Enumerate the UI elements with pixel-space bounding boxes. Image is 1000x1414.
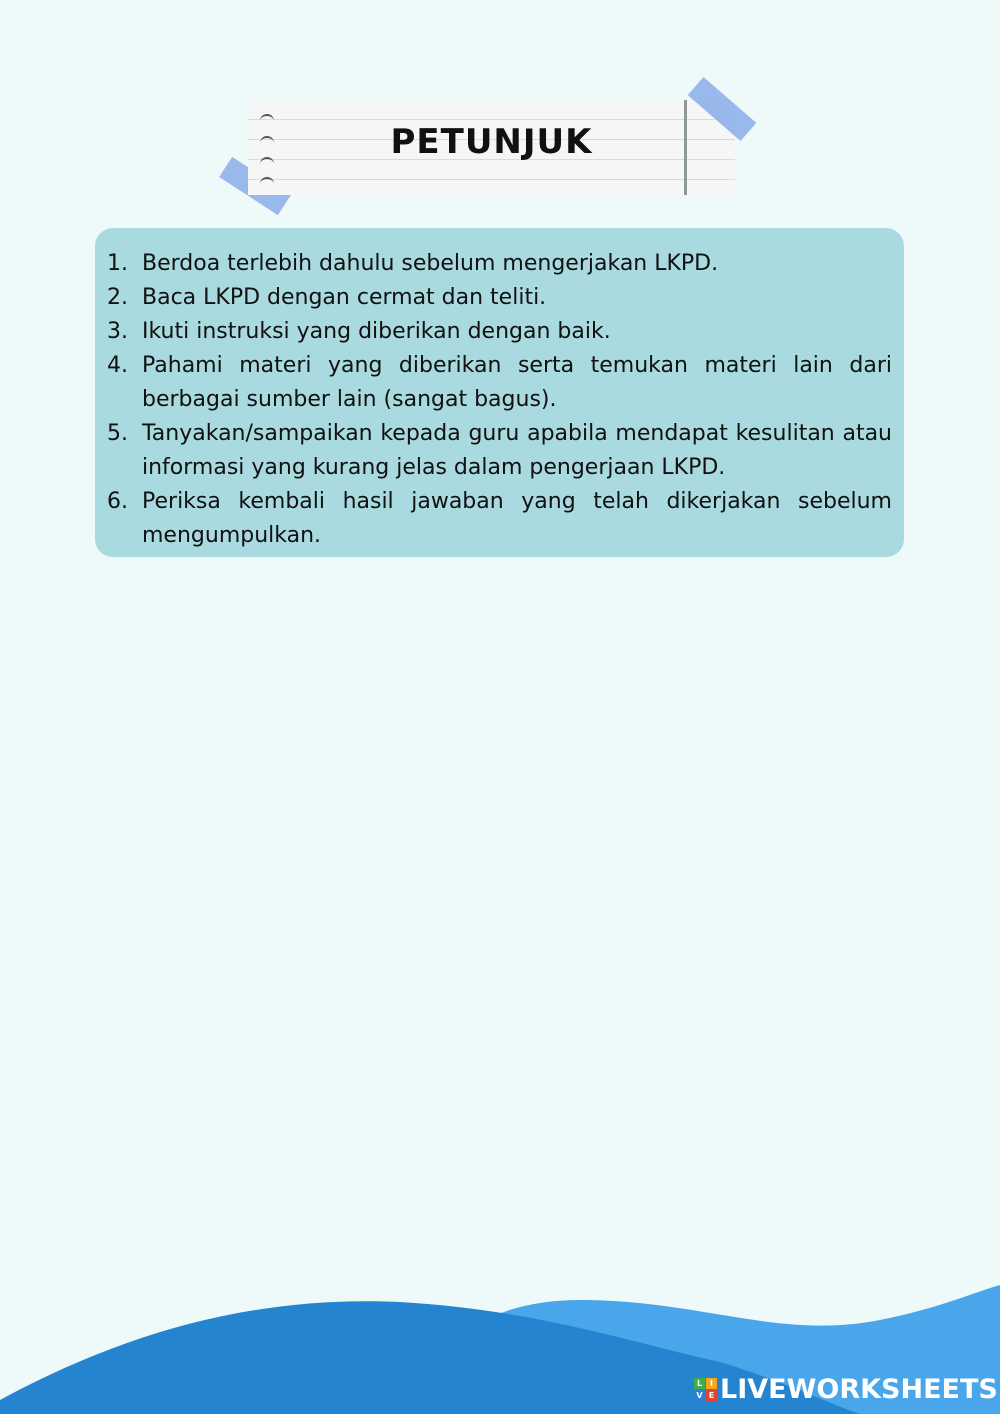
- item-number: 2.: [107, 285, 128, 310]
- logo-text: LIVEWORKSHEETS: [720, 1373, 998, 1405]
- item-number: 6.: [107, 489, 128, 514]
- title-card: [248, 100, 735, 195]
- item-text: Tanyakan/sampaikan kepada guru apabila mendapat kesulitan atau informasi yang kurang jelas dalam pengerjaan LKPD.: [142, 421, 892, 480]
- list-item: [107, 417, 892, 485]
- spiral-ring-icon: [260, 177, 274, 187]
- logo-mark-icon: L I V E: [694, 1378, 717, 1401]
- list-item: [107, 247, 892, 281]
- item-number: 3.: [107, 319, 128, 344]
- list-item: [107, 281, 892, 315]
- item-number: 4.: [107, 353, 128, 378]
- item-text: Ikuti instruksi yang diberikan dengan baik.: [142, 319, 611, 344]
- item-text: Baca LKPD dengan cermat dan teliti.: [142, 285, 547, 310]
- list-item: [107, 349, 892, 417]
- instructions-box: [95, 228, 904, 557]
- item-text: Berdoa terlebih dahulu sebelum mengerjakan LKPD.: [142, 251, 719, 276]
- liveworksheets-logo: [694, 1374, 998, 1404]
- item-number: 1.: [107, 251, 128, 276]
- instructions-list: [107, 247, 892, 553]
- item-text: Periksa kembali hasil jawaban yang telah dikerjakan sebelum mengumpulkan.: [142, 489, 892, 548]
- item-number: 5.: [107, 421, 128, 446]
- item-text: Pahami materi yang diberikan serta temukan materi lain dari berbagai sumber lain (sangat bagus).: [142, 353, 892, 412]
- list-item: [107, 485, 892, 553]
- page-title: PETUNJUK: [390, 122, 593, 162]
- list-item: [107, 315, 892, 349]
